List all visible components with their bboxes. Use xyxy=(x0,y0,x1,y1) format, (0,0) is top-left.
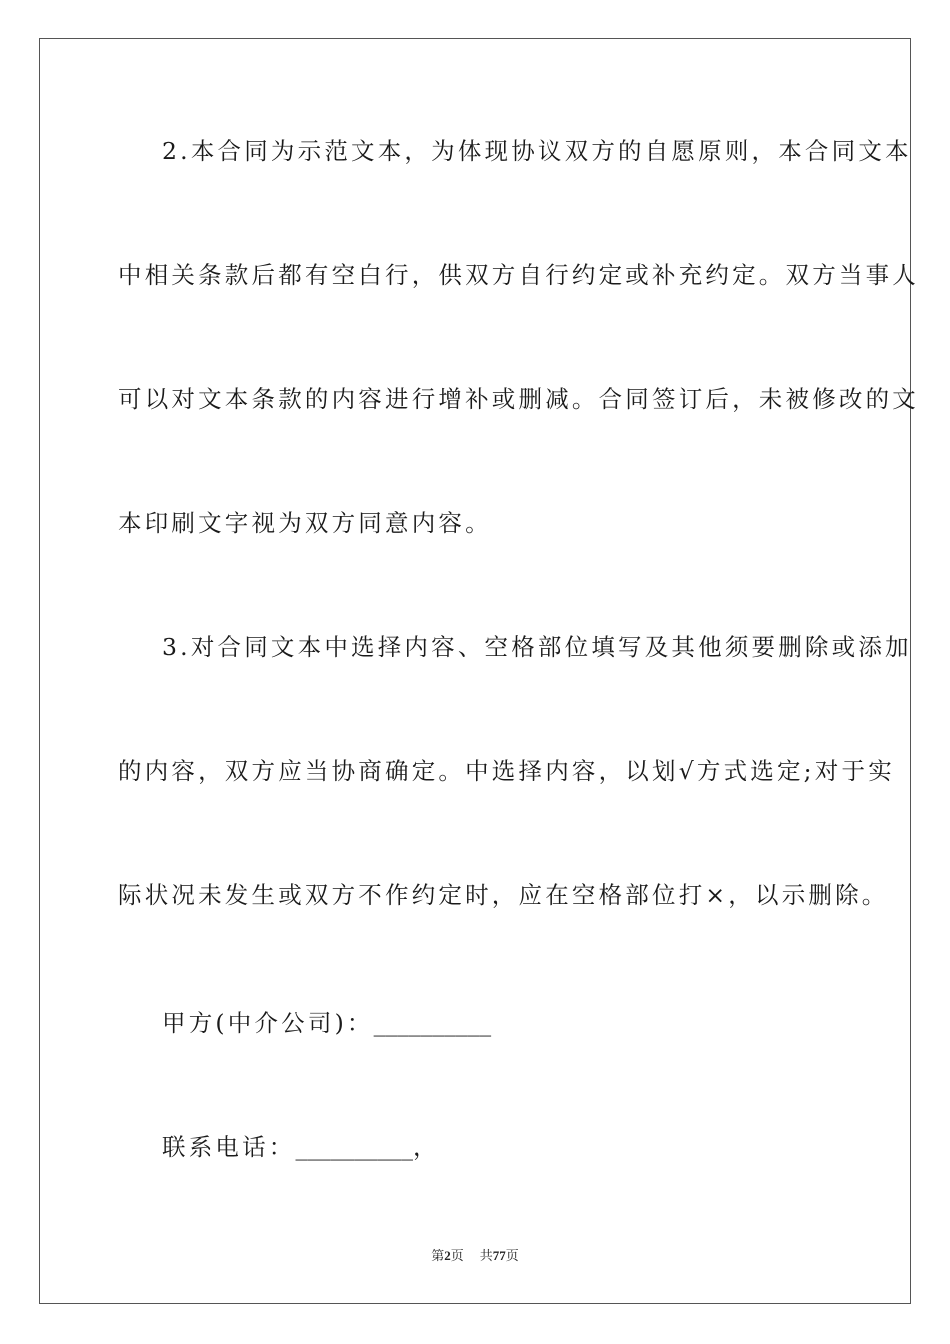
page-footer xyxy=(0,1247,950,1265)
phone-trailing-comma: ， xyxy=(413,1133,440,1161)
footer-total-suffix: 页 xyxy=(505,1248,519,1263)
phone-label: 联系电话： xyxy=(162,1133,296,1161)
paragraph-3-line-2: 的内容，双方应当协商确定。中选择内容，以划√方式选定;对于实 xyxy=(118,757,895,785)
paragraph-3-line-3: 际状况未发生或双方不作约定时，应在空格部位打×，以示删除。 xyxy=(118,881,889,909)
phone-blank: __________ xyxy=(295,1133,413,1161)
party-a-signature-line xyxy=(162,1008,882,1038)
footer-page-current: 2 xyxy=(444,1248,451,1263)
paragraph-3-line-1: 3.对合同文本中选择内容、空格部位填写及其他须要删除或添加 xyxy=(162,633,912,661)
footer-total-prefix: 共 xyxy=(479,1248,493,1263)
contact-phone-line xyxy=(162,1132,882,1162)
party-a-label: 甲方(中介公司)： xyxy=(162,1009,374,1037)
footer-page-prefix: 第 xyxy=(431,1248,445,1263)
party-a-blank: __________ xyxy=(373,1009,492,1037)
paragraph-2-line-4: 本印刷文字视为双方同意内容。 xyxy=(118,509,492,537)
paragraph-2-line-1: 2.本合同为示范文本，为体现协议双方的自愿原则，本合同文本 xyxy=(162,137,912,165)
footer-page-total: 77 xyxy=(492,1248,506,1263)
paragraph-2-line-3: 可以对文本条款的内容进行增补或删减。合同签订后，未被修改的文 xyxy=(118,385,919,413)
footer-page-suffix: 页 xyxy=(450,1248,464,1263)
page-border xyxy=(39,38,919,1304)
paragraph-2-line-2: 中相关条款后都有空白行，供双方自行约定或补充约定。双方当事人 xyxy=(118,261,919,289)
